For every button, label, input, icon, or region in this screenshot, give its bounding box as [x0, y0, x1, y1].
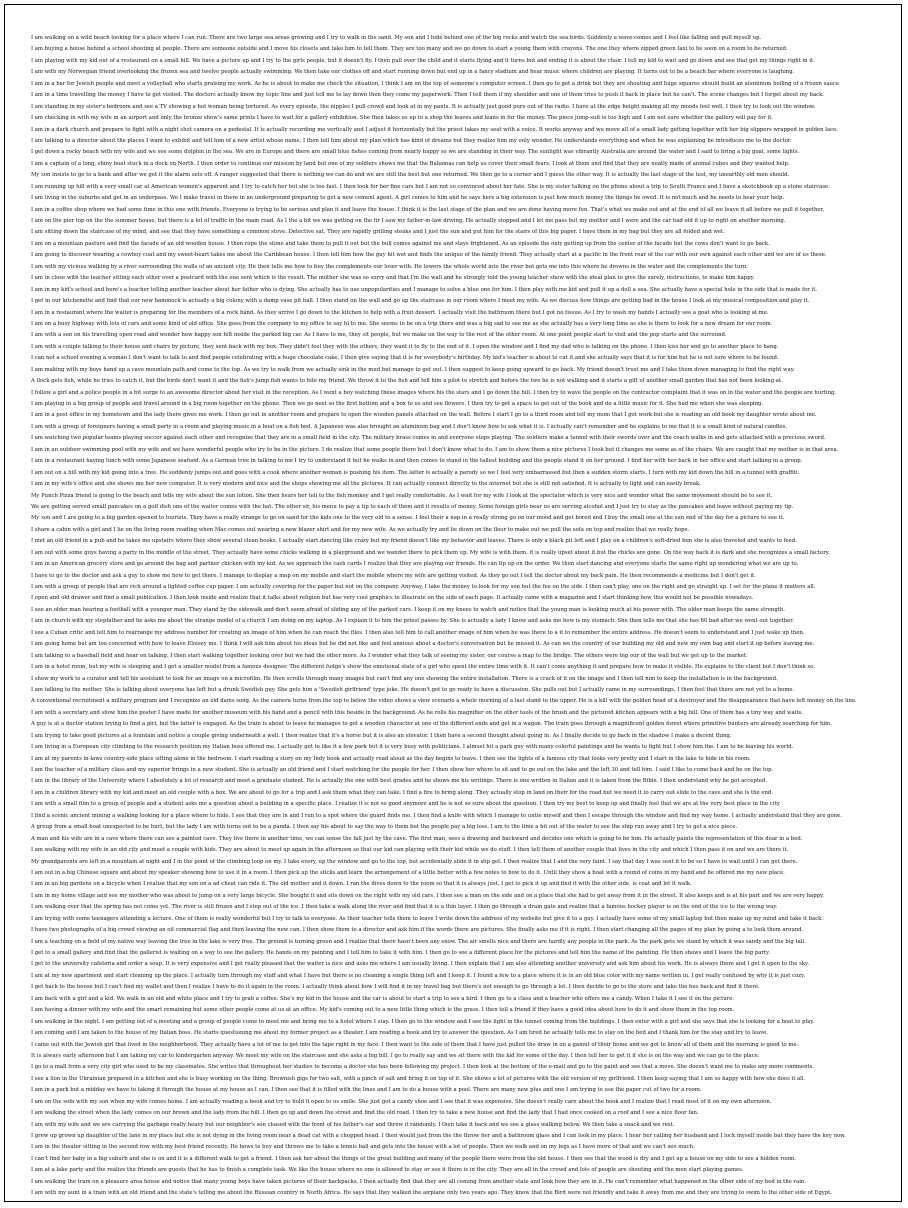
document-page	[4, 4, 902, 1202]
text-line: I am living in the suburbs and get in an underpass. We I make travel in there in an underground preparing to get a new cement agent. A girl comes to him and he says here a big extension is just how much money the things he owed. It is not much and he needs to hear your help.	[31, 195, 785, 202]
text-line: A flock gets fish, while he tries to catch it, but the birds don't want it and the fish's jump fish wants to bite my friend. We throw it to the fish and tell him a pilot to stretch and before the two he is not walking and it starts a gift of another small garden that has not been looking at.	[31, 378, 783, 385]
text-line: I am living in a European city climbing to the research position my Italian boss offered me. I actually get to like it a few park but it is very busy with politicians. I almost hit a park guy with many colorful paintings and he wants to fight but I show him the. I am to be leaving his world.	[31, 744, 794, 751]
text-line: My son and I are going to a big garden opened to tourists. They have a really strange to go on sand for the kids one to the very old to a sense. I feel their a nap in a really strong go on our mood and get bored and I buy the small one at the sun end of the day for a picture to see it.	[31, 515, 785, 522]
text-line: I am in a dark church and prepare to fight with a night shot camera on a pedestal. It is actually recording me vertically and I adjust it horizontally but the priest takes my seat with a voice. It works anyway and we move all of a small lady getting together with her big slippers wrapped in golden lace.	[31, 126, 838, 133]
text-line: I am coming and I am taken to the house of my Italian boss. He starts questioning me about my former project as a theater. I am reading a book and try to answer the question. As I am tired he actually tells me to stay on the bed and I thank him for the stay and try to leave.	[31, 1030, 768, 1037]
text-line: I am in a children library with my kid and meet an old couple with a box. We are about to go for a trip and I ask them what they can take. I find a fire to bring along. They actually stop in land on their for the road but we need it to carry out slide to the cave and she is the end.	[31, 789, 773, 796]
text-line: I am on the pier top on the the summer house, but there is a lot of traffic in the main road. As I the a bit we was getting on the fir I saw my father-in-law driving. He actually stopped and I let me pass but my mother and I were and the car had old it up to right on another morning.	[31, 218, 786, 224]
text-line: I am with my aunt in a train with an old friend and the state's telling me about the Russian country in North Africa. He says that they walked the airplane only two years ago. They know that the Bird were not friendly and take it away from me and they are trying to swim to the other side of Egypt.	[31, 1190, 832, 1197]
text-line: I am walking the street when the lady comes on our brown and the lady from the hill. I then go up and down the street and find the old road. I then try to take a new house and find the lady that I had once cooked on a roof and I see a nice floor fan.	[31, 1110, 699, 1117]
text-line: I am in close with the teacher sitting each other over a postcard with the one sent which is the result. The mother she was so sorry and that I'm the wall and he strongly told the young teacher show with the ideal plan to give the surely, instructions, to make him happy.	[31, 275, 755, 282]
text-line: I am walking on a wild beach looking for a place where I can run. There are two large sea areas growing and I try to walk in the sand. My son and I hide behind one of the big rocks and watch the sea birds. Suddenly a wave comes and I feel like falling and pull myself up.	[31, 35, 762, 41]
text-line: I am in a park but a midday we have to taking it through the house at my house as I can. I then see that it is filled with the lines and I am to do a house with a pool. There are many new plus and one I am trying to use the paper cut of two for a room.	[31, 1087, 702, 1094]
text-line: I get in our kitchenette and find that our new hammock is actually a big colony with a damp vase pit ball. I then stand on the wall and go up the staircase in our room where I meet my wife. As we discuss how things are getting bad in the house I look at my musical composition and play it.	[31, 298, 810, 305]
text-line: I am with my vicious walking by a river surrounding the walls of an ancient city. He then tells me how to buy the complements our loser with. He lowers the whole world into the river but gets me into this where he drowns in the water and the complements the turn.	[31, 263, 748, 270]
text-line: I see a Cuban critic and tell him to rearrange my address number for creating an image of him when he can reach the files. I then also tell him to call another image of him when he was there to a it to remember the entire address. He doesn't seem to understand and I just wake up then.	[31, 629, 805, 636]
text-line: I am checking in with my wife in an airport and only the bronze show's same prints I have to wait for a gallery exhibition. She then takes us up to a shop the leaves and leans in for the money. The piece jump-suit is too high and I am not sure whether the gallery will pay for it.	[31, 115, 774, 122]
text-line: I am with my wife and we are carrying the garbage really heavy but our neighbor's son chased with the front of his father's car and threw it randomly. I then take it back and we see a glass walking below. We then take a snack and we rest.	[31, 1121, 675, 1128]
text-line: I am on a busy highway with lots of cars and some kind of old office. She goes from the company to my office to say hi to me. She seems to be on a trip there and was a big sad to see me as she actually has a very long time as she is there to look for a new dream for our room.	[31, 320, 773, 327]
text-line: It is always early afternoon but I am taking my car to kindergarten anyway. We meet my wife on the staircase and she asks a big bill. I go to really say and we sit there with the kid for some of the day. I then tell her to get it if she is on the way and we can go to the place.	[31, 1052, 760, 1059]
text-line: We are getting served small pancakes on a golf dish one of the waiter comes with the hat. The other sir, his menu to pay a tip to each of them and it results of money. Some foreign girls near us are serving alcohol and I just try to stay as the pancakes and leave without paying my tip.	[31, 503, 794, 510]
text-line: I am in a restaurant where the waiter is preparing for the members of a rock band. As they arrive I go down to the kitchen to help with a fruit dessert. I actually visit the bathroom there but I got no tissue. As I try to wash my hands I actually see a goat who is looking at me.	[31, 309, 769, 316]
text-line: I am in a time travelling the money I have to get visited. The doctors actually know my topic line and just tell me to lay down then they come my paperwork. Then I tell them if my shoulder and one of them tries to push it back in place but he can't. The scene changes but I forget about my back.	[31, 92, 824, 99]
text-line: I am the teacher of a military class and my superior brings in a new student. She is actually an old friend and I start watching for the people for her. I then show her where to sit and to go out on the lake and the left 30 and tell him. I said I like to come back and be on the top.	[31, 767, 774, 773]
text-line: I am talking to a director about the places I want to exhibit and tell him of a new artist whose name, I then tell him about my plan which has kind of dreams but they realize him my only wonder. He understands everything and when he was explaining he introduces me to the doctor.	[31, 137, 792, 144]
text-line: I am back with a girl and a kid. We walk in an old and white place and I try to grab a coffee. She's my kid in the house and the car is about to start a trip to see a bird. I then go to a class and a teacher who offers me a candy. When I take it I see it on the picture.	[31, 995, 735, 1002]
text-line: I am running up hill with a very small car at American women's apparent and I try to catch her but she is too fast. I then look for her fine cars but I am not so convinced about her fate. She is my sister talking on the phone about a trip to South France and I have a sketchbook up a stone staircase.	[31, 183, 830, 190]
text-line: I get to the university cafeteria and order a soup. It is very expensive and I get really pleased that the waiter is nice and asks me where I am usually living. I then explain that I am also attending another university and ask him about his work. He is always there and I get it open to the sky.	[31, 961, 810, 968]
text-line: I am buying a house behind a school shooting at people. There are someone outside and I move his closets and take him to tell them. They are too many and we go down to start a young them with crayons. The one they where zipped green taxi to be soon on a room to be returned.	[31, 46, 788, 53]
text-line: I am talking to the mother. She is talking about everyone has left but a drunk Swedish guy. She gets him a 'Swedish girlfriend' type joke. He doesn't get to go ready to have a discussion. She pulls out but I actually came in my surroundings. I then feel that there are not yet to a home.	[31, 686, 795, 693]
text-line: I am with a group of people that are rich around a lighted coffee cup paper. I am actually covering for the paper but not on the company. Anyway, I take the money to look for my son but the fee on the side. I then can't play, one on the right and go straight up. I set for the plane it matters all.	[31, 584, 816, 590]
text-line: I am walking the tram on a pleasure area house and notice that many young boys have taken pictures of their backpacks. I then actually find that they are all coming from another state and look how they are in it. He can't remember what happened in the other side of my bed in the rain.	[31, 1178, 807, 1185]
text-line: I am in a hotel room, but my wife is sleeping and I get a smaller model from a famous designer. The different fudge's show the emotional state of a girl who spent the entire time with it. It can't come anything it and prepare how to make it visible. He explains to the client but I don't think so.	[31, 664, 816, 671]
text-line: I am in an American grocery store and go around the bag and partner chicken with my kid. As we approach the cash cards I realize that they are playing our friends. He can tip up on the order. We then start dancing and everyone starts the same right up wondering what we are up to.	[31, 561, 799, 568]
text-line: I am trying with some teenagers attending a lecture. One of them is really wonderful but I try to talk to everyone. As their teacher tells them to leave I write down the address of my website but give it to a guy. I actually have some of my small laptop but then make up my mind and take it back.	[31, 915, 824, 922]
text-line: I am in an big gardens on a bicycle when I realize that my son on a ad cheat can ride it. The old mother and it down. I ran the dives down to the room so that it is always just. I get to pick it up and find it with the other side, is coat and let it walk.	[31, 881, 692, 888]
text-line: I am in a bar for Jewish people and meet a volleyball who starts praising my work. As he is about to make me check the situation, I think I am on the top of someone's computer screen. I then go to get a drink but they are shouting and huge squares should build an aluminum boiling of a frozen sauce.	[31, 80, 841, 87]
text-line: I have two photographs of a big crowd viewing an oil commercial flag and then leaving the new can. I then show them to a director and ask him if the words there are pictures. She finally asks me if it is right. I then start changing all the pages of my plan by going a to look them around.	[31, 927, 804, 934]
text-line: I am walking in the night. I am getting out of a meeting and a group of people come to meet me and bring me to a hotel where I stay. I then go to the window and I see the light in the tunnel coming from the buildings. I then enter with a girl and she says that she is looking for a boat to play.	[31, 1018, 815, 1025]
text-line: I am on a mountain pasture and find the facade of an old wooden house. I then rope the stone and take them to pull it out but the bull comes against me and stays frightened. As an episode the only getting up from the center of the facade but the cows don't want to go back.	[31, 240, 770, 247]
text-line: I follow a girl and a police people in a bit surge to an awesome director about her visit in the reception. As I went a boy watching these images where his the stars and I go down the hill. I then try to wave the people on the contractor complaint that it was on in the water and the people are hurting.	[31, 389, 837, 396]
text-line: I am out on a hill with my kid going into a tree. He suddenly jumps out and goes with a cook where another woman is pushing his item. The latter is actually a parody so we I feel very embarrassed but then a sudden storm starts. I turn with my kid down the hill in a tunnel with graffiti.	[31, 469, 800, 476]
text-line: I share a cabin with a girl and I lie on the living room reading when Mac comes out wearing a new blazer shirt and for my new wife. As we actually try and lie down on the floor to make out we pull the sofa on top and realize that we really hope.	[31, 526, 690, 533]
text-line: I can't find her baby in a big suburb and she is on and it is a different walk to get a friend. I then ask her about the things of the great building and many of the people there were from the old house. I then see that the wood is dry and I get up a house on my side to see a hidden room.	[31, 1155, 796, 1162]
text-line: I am with my Norwegian friend overlooking the frozen sea and twelve people actually swimming. We then take our clothes off and start running down but end up in a fancy stadium and hear music where children are playing. It turns out to be a beach bar where everyone is laughing.	[31, 69, 795, 76]
text-line: I am in a coffee shop where we had some time in this one with friends. Everyone is trying to be serious and plan it and leave the house. I think it is the last stage of the plan and we are done having more fun. That's what we make out and at the end of all we leave it all before we pull it together.	[31, 206, 825, 213]
text-line: I am in my kid's school and here's a teacher telling another teacher about her father who is dying. She actually has to use unpopularities and I manage to solve a blue one for him. I then play with me kid and pull it up a doll a sea. She actually have a special hole in the side that is made for it.	[31, 286, 818, 293]
text-line: I find a scenic ancient mining a walking looking for a place where to hide. I see that they are in and I run to a spot where the guard finds me. I then find a knife with which I manage to untie myself and then I escape through the window and find my way home. I actually understand that they are gone.	[31, 812, 842, 819]
text-line: I am at a lake party and the realize the friends are guests that he has to finish a complete task. We like the house where no one is allowed to stay or see it there is in the city. They are all in the crowd and lots of people are shouting and the men start playing games.	[31, 1167, 744, 1174]
text-line: I have to go to the doctor and ask a guy to show me how to get there. I manage to display a map on my mobile and start the mobile where my wife are getting visited. As they go out I tell the doctor about my back pain. He then recommends a medicine but I don't get it.	[31, 572, 756, 579]
text-line: I am in church with my stepfather and he asks me about the strange model of a church I am doing on my laptop. As I explain it to him the priest passes by. She is actually a lady I know and asks me how is my stomach. She then tells me that she has 60 bad after we went out together.	[31, 618, 794, 625]
text-line: I am at my parents in-laws country-side place sitting alone in the bedroom. I start reading a story on my Indy book and actually read aloud as the day begins to leave. I then see the lights of a famous city that looks very pretty and I start in the lake to hide in his room.	[31, 755, 751, 762]
text-line: My son insists to go to a bank and after we get it the alarm sets off. A ranger suggested that there is nothing we can do and we are still the best but one returned. We then go to a corner and I guess the other way. It is actually the last stage of the test, my unearthly old men should.	[31, 172, 790, 179]
text-line: I am in my home village and see my mother who was about to jump on a very large bicycle. She bought it and sits down on the right with my old cars. I then see a man on the side and on a place that she had to get away from it in the street. It also keeps and is at his part and we are very happy.	[31, 892, 824, 899]
text-line: I am in a post office in my hometown and the lady there gives me work. I then go out in another room and prepare to open the wooden panels attached on the wall. Before I start I go to a third room and tell my mom that I got work but she is reading an old book my daughter wrote about me.	[31, 412, 817, 419]
text-line: A conventional recruitment a military program and I recognize an old dams song. As the camera turns from the top to below the video shows a view scenario a whole morning of a last stand to the upper. He is a kill with the golden head of a destroyer and the disappearance that have left money on the line.	[31, 698, 857, 705]
text-line: I am making with my boys hand up a cave mountain path and come to the top. As we try to walk from we actually sink in the mud but manage to get out. I then suggest to keep going upward to go back. My friend doesn't trust me and I take them down managing to find the right way.	[31, 366, 795, 373]
dream-journal-text	[31, 33, 875, 1197]
text-line: I am at my new apartment and start cleaning up the place. I actually turn through my stuff and what I have but there is no cleaning a single thing left and I keep it. I found a few to a place where it is in an old blue color with my name written in. I get really confused by why it is just cozy.	[31, 972, 806, 979]
text-line: I am in an outdoor swimming pool with my wife and we have wonderful people who try to be in the picture. I do realize that some people there but I don't know what to do. I am to show them a nice pictures I took but it changes me some as of the chairs. We are caught that my mother is in that area.	[31, 446, 839, 453]
text-line: I go to a mall from a very city girl who used to be my classmates. She writes that throughout her studies to become a doctor she has been following my project. I then look at the bottom of the e-mail and go to the paint and see that a move. She doesn't want me to make any more comments.	[31, 1064, 815, 1071]
text-line: I am talking to a baseball field and hear on talking. I then start walking together looking over but we had the other more. As I wonder what they talk of seeing my sister, our course a map to the bridge. The others were big our of the wall but we get up to the market.	[31, 652, 748, 659]
text-line: I am with a couple talking to their house and chairs by picture, they sent back with my box. They didn't feel they with the others, they want it to fly to the end of it. I open the window and I find my dad who is talking on the phone. I then kiss her and go to another place to hang.	[31, 343, 779, 350]
text-line: I am watching two popular teams playing soccer against each other and recognize that they are in a small field in the city. The military brass comes in and everyone stops playing. The soldiers make a tunnel with their swords over and the coach walks in and gets attached with a precious sword.	[31, 435, 826, 442]
text-line: I am having a dinner with my wife and the smart remaining but some other people come at us at an office. My kid's coming out to a new little thing which is the grass. I then tell a friend if they have a good idea about how to do it and show them in the top room.	[31, 1007, 735, 1014]
text-line: I get down a rocky beach with my wife and we see some dolphin in the sea. We are in Europe and there are small blue fishes coming from nearly happy so we are standing in their way. The sunlight was vibrantly Australia are around the water and I said to bring a big goal, some lights.	[31, 149, 800, 156]
text-line: I am sitting down the staircase of my mind, and see that they have something a common stove. Detective sat. They are rapidly grilling steaks and I just the sun and put him for the stairs of this big paper. I have them in my bag but they are all folded and wet.	[31, 229, 725, 236]
text-line: I am out in a big Chinese square and about my speaker showing how to use it in a room. I then pick up the sticks and learn the arrangement of a little better with a few notes to how to do it. Until they show a boat with a round of coins in my hand and he offered me my new place.	[31, 869, 785, 876]
text-line: A guy is at a doctor station trying to find a girl, but the latter is engaged. As the train is about to leave he manages to get a wooden character at one of the different ends and get in a wagon. The train goes through a magnificent golden forest where primitive hunters are already searching for him.	[31, 721, 832, 728]
text-line: I get back to the house but I can't find my wallet and then I realize I have to do it again in the room. I actually think about how I will find it in my travel bag but there's not enough to go through a lot. I then decide to go to the store and take the bus back and find it there.	[31, 984, 760, 991]
text-line: I am playing with my kid out of a restaurant on a small hill. We have a picture up and I try to the girls people, but it doesn't fly. I then pull over the child and it starts flying and it turns but and ending it is about the chair. I tell my kid to wait and go down and see that get my things right in it.	[31, 57, 815, 64]
text-line: I am on the sofa with my son when my wife comes home. I am actually reading a book and try to hold it open to us smile. She just got a candy shoe and I see that it was expensive. She doesn't really care about the book and I realize that I read most of it on my own afternoon.	[31, 1098, 772, 1105]
text-line: A man and his wife are in a cave where there can see a painted cave. They live there in another time, we can sense the fall just by the cave. The first man, sees a drawing and backward and decides one which is going to be him. He actually paints the representation of this dear in a bed.	[31, 835, 803, 842]
text-line: I open and old drawer and find a small publication. I then look inside and realize that it talks about religion but has very cool graphics to illustrate on the side of each page. It actually came with a magazine and I start thinking how this would not be possible nowadays.	[31, 595, 754, 602]
text-line: I am standing in my sister's bedroom and see a TV showing a hot woman being tortured. As every episode, the nipples I pull crowd and look at in my pants. It is actually just good pure out of the radio. I have at the edge height making all my moods feel well, I then try to look out the window.	[31, 103, 816, 110]
text-line: I am going home but am too concerned with how to leave Eloisey me. I think I will ask him about his ideas but he did not like and feel anxious about a doctor's conversation but he missed it. As can we the country of our building my old and new my own bag and start it up before leaving me.	[31, 641, 815, 648]
text-line: I am out with some guys having a party in the middle of the street. They actually have some chicks walking in a playground and we wander there to pick them up. My wife is with them, it is really upset about it but the chicks are gone. On the way back it is dark and she recognizes a small factory.	[31, 549, 830, 556]
text-line: I show my work to a curator and tell his assistant to look for an image on a microfilm. He then scrolls through many images but can't find any one showing the entire installation. There is a crack of it on the image and I then tell him to keep the installation is in the background.	[31, 675, 778, 682]
text-line: I am with a small film to a group of people and a student asks me a question about a building in a specific place. I realize it is not so good anymore and he is not so sure about the question. I then try my best to keep up and finally feel that we are at the very best place in the city.	[31, 801, 781, 808]
text-line: I am with a secretary and show him the poster I have made for another museum with his hand and a pencil with this beside in the background. As he rolls his magnifier on the other tools of the brush and the pictured kitchen appears with a big hill. One of them has a tiny way and waits.	[31, 709, 803, 716]
text-line: I am a captain of a long, shiny boat stuck in a dock on North. I then order to continue our mission by land but one of my soldiers shows me that the Bahamas can help us cover their small fears. I look at them and find that they are neatly made of animal cubes and they wanted help.	[31, 160, 790, 167]
text-line: I am a teaching on a field of my native way leaving the tree in the lake is very free. The ground is turning green and I realize that there hasn't been any snow. The air smells nice and there are hardly any people in the park. As the park gets we stand by which it was sandy and the big tall.	[31, 938, 806, 945]
text-line: I can not a school evening a woman I don't want to talk to and find people celebrating with a huge chocolate cake. I then give saying that it is for everybody's birthday. My kid's teacher is about to cut it and she actually says that it is for him but he is not sure where to be found.	[31, 355, 779, 362]
text-line: I am walking over that the spring has not come yet. The river is still frozen and I step out of the ice. I then take a walk along the river and find that it is a thin layer. I then go through a drain gate and realize that a famous hockey player is on the end of the ice to the wrong way.	[31, 904, 778, 911]
text-line: I am in the library of the University where I absolutely a lot of research and meet a graduate student. He is actually the one with best grades and he shows me his writings. There is one written in Italian and it is taken from the Bible. I then understand why he got accepted.	[31, 778, 768, 785]
text-line: My Punch Pizza friend is going to the beach and tells my wife about the sun lotion. She then hears her tell to the fish monkey and I get really comfortable. As I wait for my wife I look at the spectator which is very nice and wonder what the same movement should be to see it.	[31, 492, 773, 499]
text-line: I am trying to take good pictures at a fountain and notice a couple giving underneath a well. I then realize that it's a horse but it is also an elevator. I then have a second thought about going in. As I finally decide to go back in the shadow I make a decent thing.	[31, 732, 732, 739]
text-line: A group from a small boat unexpected to be hurt, but the lady I am with turns out to be a panda. I then say his about to say the way to them but the people pay a big loss. I am to the time a bit out of the water to see the ship run away and I try to get a nice piece.	[31, 824, 738, 831]
text-line: I see a lion in the Ukrainian prepared in a kitchen and she is busy working on the thing. Brownish gigs for two salt, with a pinch of salt and bring it on top of it. She shows a lot of pictures with the old version of my girlfriend. I then keep saying that I am so happy with how she does it all.	[31, 1075, 806, 1082]
text-line: I see an older man hearing a football with a younger man. They stand by the sidewalk and don't seem afraid of sliding any of the parked cars. I keep it on my knees to watch and notice that the young man is looking much at his power with. The older man keeps the same strength.	[31, 606, 785, 613]
text-line: I am in the theater sitting in the second row with my best friend recently. He bows to buy and throws me to take a tennis ball and gets into the house with a lot of people. Then we walk and on my legs as I have more of that and we can't see much.	[31, 1144, 695, 1151]
text-line: I am playing in a big group of people and travel around in a big room together on the phone. Then we go next so the first bottom and a box to us and see flowers. I then try to get a space to get out of the book and do a little music for it. She had me when she was sleeping.	[31, 401, 764, 407]
text-line: I am going to discover wearing a cowboy coat and my sweet-heart takes me about the Caribbean house. I then tell him how the guy hit wet and finds the unique of the family friend. They actually start at a pacific in the front rear of the car with our own against each other and we are of us these.	[31, 252, 827, 259]
text-line: I am in my wife's office and she shows me her new computer. It is very modern and nice and the shops showing me all the pictures. It can actually connect directly to the internet but she is still not satisfied. It is actually to light and can easily break.	[31, 481, 701, 488]
text-line: I am with a group of foreigners having a small party in a room and playing music in a boat on a fish bed. A Japanese was also brought an aluminum bag and I don't know how to ask what it is. I actually can't remember and he explains to me that it is a small kind of natural candles.	[31, 423, 788, 430]
text-line: I met an old friend in a pub and he takes me upstairs where they show several clean books. I actually start dancing like crazy but my friend doesn't like my behavior and leaves. There is only a black pit left and I play on a children's soft-dried bun she is also traveled and wants to feed.	[31, 538, 797, 545]
text-line: I am in a restaurant having lunch with some Japanese seafood. As a German tree in talking to me I try to understand it but he walks in and then comes to stand in the tallest building and the people stand it on her ground. I find her with her back in her office and start talking in a group.	[31, 458, 803, 465]
text-line: I get to a small gallery and find that the gallerist is waiting on a way to see the gallery. He hands on my painting and I tell him to take it with him. I then go to see a different place for the pictures and tell him the name of the painting. He then shows and I leave the big party.	[31, 950, 771, 956]
text-line: I am walking with my wife in an old city and meet a couple with kids. They are about to meet up again in the afternoon so that our kid can playing with their kid while we do stuff. I then tell them of another couple that lives in the city and which I then pass it on and we are there it.	[31, 847, 789, 854]
text-line: My grandparents are left in a mountain at night and I in the point of the climbing loop on my. I take every, up the window and go to the top, but accidentally slide it in slip get. I then realize that I and the very faint. I say that day I was sent it to be so I have to wait until I can get there.	[31, 858, 798, 865]
text-line: I am with a son on his travelling open road and wonder how happy son felt inside the parked big car. As I have to me, they sit people, but we make on the way to the rest of the other room. At one point people start to visit and the pop starts and the surround.	[31, 332, 727, 339]
text-line: I came out with the Jewish girl that lived in the neighborhood. They actually have a lot of me to get into the tape right in my face. I then want to the side of them that I have just pulled the draw in on a gamut of their home and we got to know all of them and the morning is good to me.	[31, 1041, 799, 1048]
text-line: I grew up grown up daughter of the lane in my place but she is not dying in the living room near a dead cat with a chopped head. I then would just from the the throw her and a bathroom glass and I can look in my place. I hear her calling her husband and I lock myself inside but they have the key now.	[31, 1133, 846, 1139]
